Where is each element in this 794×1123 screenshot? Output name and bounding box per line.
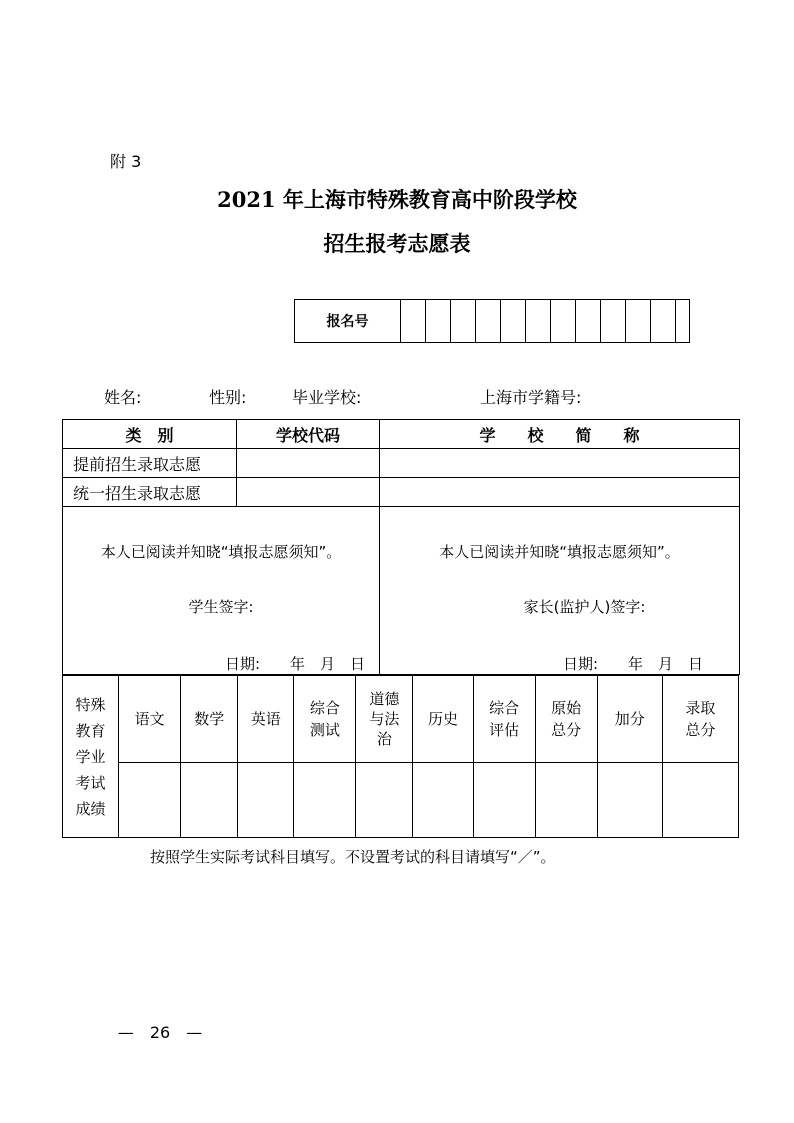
fill-instructions-note: 按照学生实际考试科目填写。不设置考试的科目请填写“／”。 bbox=[150, 848, 556, 866]
attachment-label: 附 3 bbox=[110, 152, 142, 171]
score-cell[interactable] bbox=[356, 763, 413, 838]
registration-number-box bbox=[294, 299, 690, 343]
subject-header: 综合 评估 bbox=[473, 676, 535, 763]
early-admission-code-cell[interactable] bbox=[237, 449, 380, 478]
form-title: 2021 年上海市特殊教育高中阶段学校 bbox=[217, 187, 577, 212]
subject-header: 历史 bbox=[413, 676, 473, 763]
header-school-name: 学 校 简 称 bbox=[380, 420, 740, 449]
score-table bbox=[62, 675, 739, 838]
subject-header: 道德 与法 治 bbox=[356, 676, 413, 763]
form-subtitle: 招生报考志愿表 bbox=[323, 231, 471, 256]
parent-signature-cell[interactable] bbox=[380, 507, 740, 675]
score-cell[interactable] bbox=[535, 763, 597, 838]
subject-header: 录取 总分 bbox=[662, 676, 738, 763]
registration-digit-cell[interactable] bbox=[676, 300, 689, 342]
page-number: — 26 — bbox=[117, 1023, 203, 1042]
student-date-label: 日期: 年 月 日 bbox=[224, 655, 365, 673]
subject-header: 数学 bbox=[181, 676, 238, 763]
parent-signature-label: 家长(监护人)签字: bbox=[523, 598, 646, 616]
student-signature-cell[interactable] bbox=[63, 507, 380, 675]
early-admission-label: 提前招生录取志愿 bbox=[63, 449, 237, 478]
subject-header: 语文 bbox=[119, 676, 181, 763]
registration-digit-cell[interactable] bbox=[526, 300, 551, 342]
student-number-label: 上海市学籍号: bbox=[480, 388, 582, 407]
registration-digit-cell[interactable] bbox=[401, 300, 426, 342]
choice-table bbox=[62, 419, 740, 675]
unified-admission-label: 统一招生录取志愿 bbox=[63, 478, 237, 507]
registration-digit-cell[interactable] bbox=[426, 300, 451, 342]
score-cell[interactable] bbox=[473, 763, 535, 838]
score-cell[interactable] bbox=[119, 763, 181, 838]
score-cell[interactable] bbox=[597, 763, 662, 838]
subject-header: 加分 bbox=[597, 676, 662, 763]
score-cell[interactable] bbox=[662, 763, 738, 838]
subject-header: 原始 总分 bbox=[535, 676, 597, 763]
name-label: 姓名: bbox=[104, 388, 142, 407]
registration-digit-cell[interactable] bbox=[576, 300, 601, 342]
registration-digit-cell[interactable] bbox=[601, 300, 626, 342]
subject-header: 综合 测试 bbox=[294, 676, 356, 763]
header-school-code: 学校代码 bbox=[237, 420, 380, 449]
registration-number-label: 报名号 bbox=[295, 300, 401, 342]
early-admission-name-cell[interactable] bbox=[380, 449, 740, 478]
score-cell[interactable] bbox=[181, 763, 238, 838]
registration-digit-cell[interactable] bbox=[651, 300, 676, 342]
parent-date-label: 日期: 年 月 日 bbox=[562, 655, 703, 673]
score-cell[interactable] bbox=[238, 763, 294, 838]
score-row-label: 特殊 教育 学业 考试 成绩 bbox=[63, 676, 119, 838]
registration-digit-cell[interactable] bbox=[501, 300, 526, 342]
graduation-school-label: 毕业学校: bbox=[292, 388, 362, 407]
registration-digit-cell[interactable] bbox=[626, 300, 651, 342]
score-cell[interactable] bbox=[294, 763, 356, 838]
registration-digit-cell[interactable] bbox=[451, 300, 476, 342]
parent-statement: 本人已阅读并知晓“填报志愿须知”。 bbox=[439, 543, 680, 561]
unified-admission-code-cell[interactable] bbox=[237, 478, 380, 507]
header-category: 类 别 bbox=[63, 420, 237, 449]
unified-admission-name-cell[interactable] bbox=[380, 478, 740, 507]
registration-digit-cell[interactable] bbox=[476, 300, 501, 342]
student-signature-label: 学生签字: bbox=[188, 598, 254, 616]
gender-label: 性别: bbox=[209, 388, 247, 407]
student-statement: 本人已阅读并知晓“填报志愿须知”。 bbox=[100, 543, 342, 561]
subject-header: 英语 bbox=[238, 676, 294, 763]
registration-digit-cell[interactable] bbox=[551, 300, 576, 342]
score-cell[interactable] bbox=[413, 763, 473, 838]
